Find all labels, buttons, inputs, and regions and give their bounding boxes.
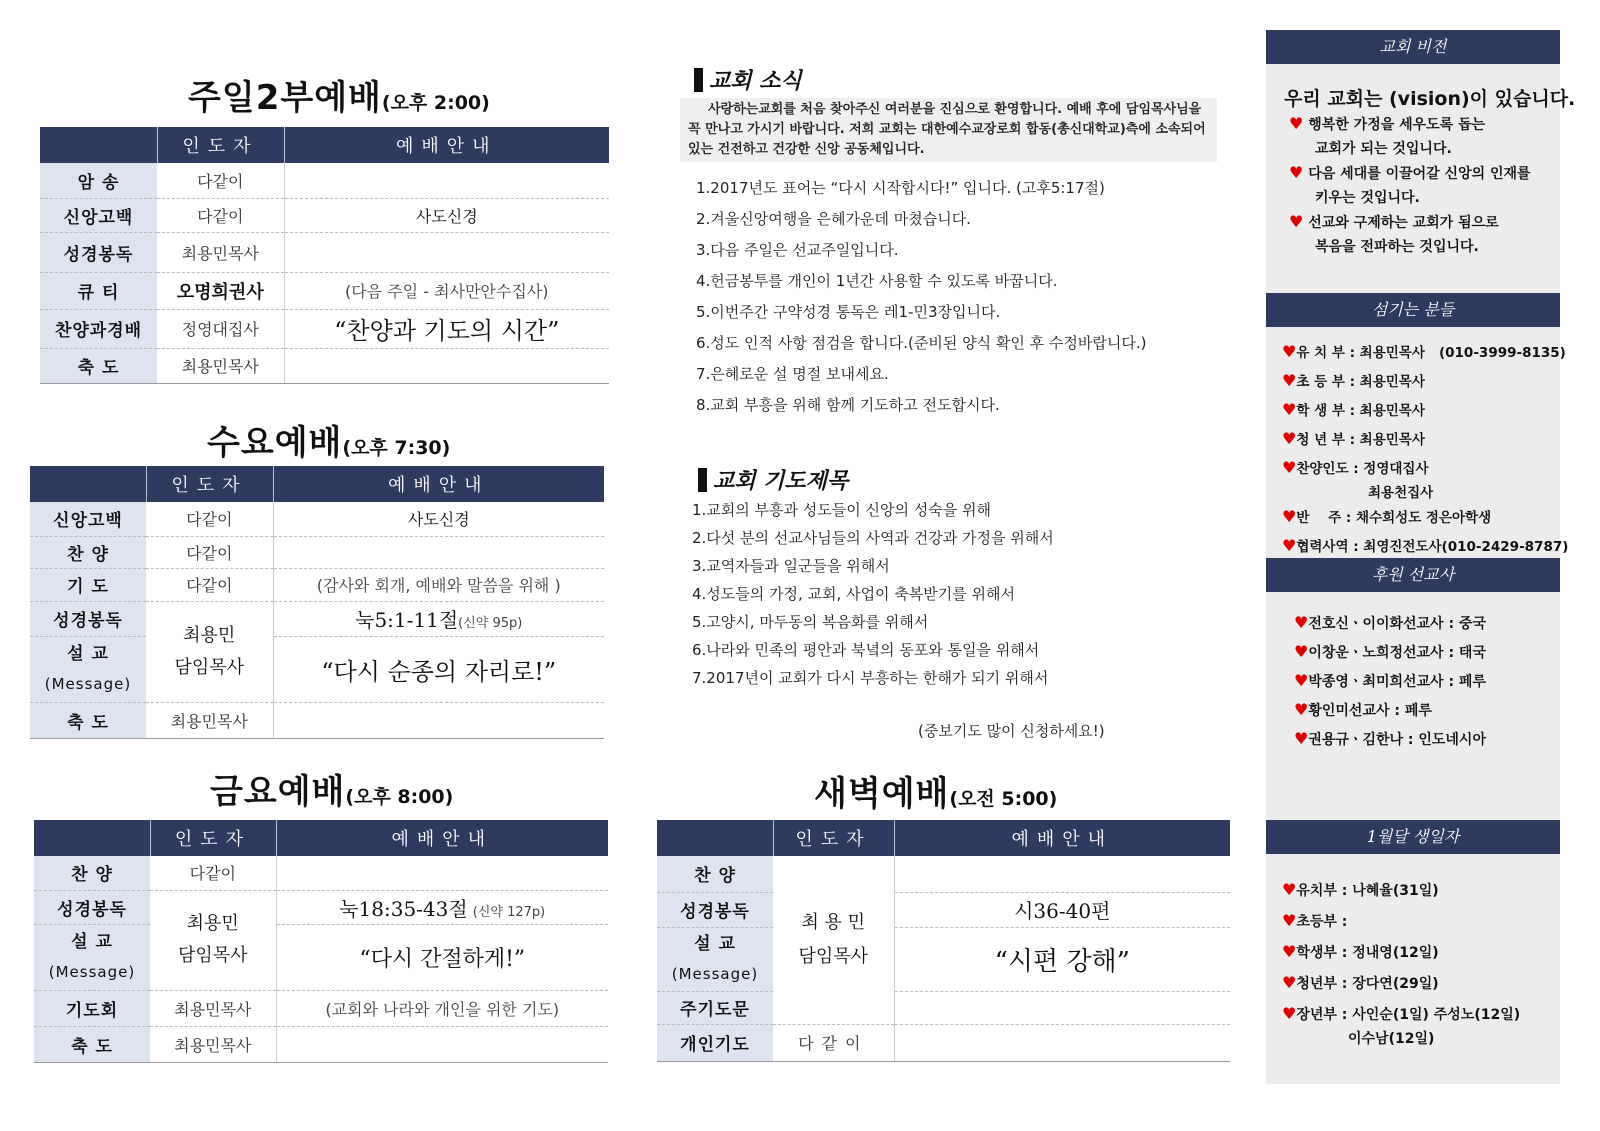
news-intro: 사랑하는교회를 처음 찾아주신 여러분을 진심으로 환영합니다. 예배 후에 담임목사님을 꼭 만나고 가시기 바랍니다. 저희 교회는 대한예수교장로회 합동(총신대학교)측에 소속되어 있는 건전하고 건강한 신앙 공동체입니다. — [680, 98, 1217, 162]
heart-icon: ♥ — [1282, 911, 1297, 930]
row-info — [894, 856, 1230, 892]
news-heading — [694, 64, 802, 95]
list-item — [1282, 1030, 1520, 1048]
list-item — [1289, 161, 1531, 187]
heart-icon: ♥ — [1282, 973, 1297, 992]
vision-line: 선교와 구제하는 교회가 됨으로 — [1308, 215, 1499, 231]
row-info: “찬양과 기도의 시간” — [284, 309, 609, 348]
row-label: 기 도 — [30, 568, 146, 601]
row-leader: 최용민목사 — [150, 990, 276, 1026]
list-item: 3.다음 주일은 선교주일입니다. — [696, 241, 899, 259]
scripture-ref: 눅18:35-43절 — [339, 896, 468, 921]
news-list — [696, 173, 1146, 421]
list-item: 8.교회 부흥을 위해 함께 기도하고 전도합시다. — [696, 396, 1000, 414]
list-item: 4.성도들의 가정, 교회, 사업이 축복받기를 위해서 — [692, 585, 1015, 603]
row-leader: 다같이 — [150, 856, 276, 890]
dawn-title — [814, 766, 1057, 815]
heart-icon: ♥ — [1294, 671, 1309, 690]
row-label: 축 도 — [40, 348, 157, 383]
table-row — [657, 892, 1230, 927]
servant-line: 초 등 부 : 최용민목사 — [1296, 374, 1425, 390]
friday-title-text: 금요예배 — [210, 772, 346, 812]
table-row — [30, 568, 604, 601]
row-info: (교회와 나라와 개인을 위한 기도) — [276, 990, 608, 1026]
heart-icon: ♥ — [1282, 1004, 1297, 1023]
servant-line: 유 치 부 : 최용민목사 (010-3999-8135) — [1296, 345, 1566, 361]
header-cell — [657, 820, 773, 856]
leader-name: 최용민 — [186, 913, 239, 934]
list-item — [1282, 425, 1568, 454]
row-info: 사도신경 — [273, 502, 604, 536]
scripture-page: (신약 95p) — [458, 616, 523, 631]
heart-icon: ♥ — [1289, 212, 1304, 231]
row-leader: 오명희권사 — [157, 272, 284, 309]
row-label: 기도회 — [34, 990, 150, 1026]
leader-title: 담임목사 — [174, 656, 245, 678]
list-item — [1282, 396, 1568, 425]
list-item — [1289, 210, 1531, 236]
scripture-page: (신약 127p) — [472, 904, 546, 920]
missionaries-heading: 후원 선교사 — [1266, 558, 1560, 592]
list-item — [1282, 906, 1520, 937]
leader-title: 담임목사 — [798, 945, 869, 967]
leader-title: 담임목사 — [177, 945, 248, 966]
header-cell: 예배안내 — [894, 820, 1230, 856]
list-item: 5.이번주간 구약성경 통독은 레1-민3장입니다. — [696, 303, 1001, 321]
row-leader: 다같이 — [773, 1024, 894, 1061]
list-item — [1282, 999, 1520, 1030]
heart-icon: ♥ — [1294, 729, 1309, 748]
servant-line: 반 주 : 채수희성도 정은아학생 — [1296, 510, 1492, 526]
missionary-line: 이창운ㆍ노희정선교사 : 태국 — [1308, 645, 1486, 661]
heart-icon: ♥ — [1282, 458, 1297, 477]
birthday-line: 초등부 : — [1296, 914, 1348, 930]
row-info — [273, 536, 604, 568]
table-row — [40, 198, 609, 232]
table-row — [34, 856, 608, 890]
vision-line: 다음 세대를 이끌어갈 신앙의 인재를 — [1308, 166, 1531, 182]
missionary-line: 황인미선교사 : 페루 — [1308, 703, 1432, 719]
heart-icon: ♥ — [1282, 371, 1297, 390]
row-label: 찬양과경배 — [40, 309, 157, 348]
list-item — [1282, 454, 1568, 483]
birthday-line: 장년부 : 사인순(1일) 주성노(12일) — [1296, 1007, 1521, 1023]
birthday-line: 이수남(12일) — [1348, 1031, 1435, 1047]
heart-icon: ♥ — [1282, 942, 1297, 961]
row-leader — [773, 856, 894, 1024]
list-item: 1.교회의 부흥과 성도들이 신앙의 성숙을 위해 — [692, 501, 991, 519]
table-header — [30, 466, 604, 502]
row-label: 축 도 — [30, 702, 146, 738]
row-label: 축 도 — [34, 1026, 150, 1062]
list-item — [1294, 609, 1486, 638]
header-cell: 인도자 — [157, 127, 284, 163]
prayer-heading-text: 교회 기도제목 — [713, 468, 849, 494]
heart-icon: ♥ — [1282, 400, 1297, 419]
vision-intro: 우리 교회는 (vision)이 있습니다. — [1284, 88, 1576, 110]
heart-icon: ♥ — [1282, 342, 1297, 361]
sermon-title: “다시 간절하게!” — [276, 924, 608, 990]
label-main: 설 교 — [694, 934, 736, 954]
row-info — [273, 702, 604, 738]
table-row — [40, 232, 609, 272]
list-item — [1282, 875, 1520, 906]
list-item: 6.나라와 민족의 평안과 북녘의 동포와 통일을 위해서 — [692, 641, 1040, 659]
label-sub: (Message) — [44, 675, 132, 693]
friday-title — [210, 764, 453, 813]
row-info — [276, 1026, 608, 1062]
sunday2-title — [188, 70, 490, 119]
vision-line: 복음을 전파하는 것입니다. — [1315, 238, 1479, 255]
row-leader: 다같이 — [146, 536, 273, 568]
dawn-table — [657, 820, 1230, 1062]
table-row — [657, 991, 1230, 1024]
table-row — [40, 309, 609, 348]
row-label: 성경봉독 — [34, 890, 150, 924]
label-sub: (Message) — [671, 965, 759, 983]
row-info: (다음 주일 - 최사만안수집사) — [284, 272, 609, 309]
dawn-time: (오전 5:00) — [949, 788, 1058, 810]
header-cell — [40, 127, 157, 163]
header-cell: 예배안내 — [284, 127, 609, 163]
scripture-ref: 눅5:1-11절 — [355, 608, 459, 632]
row-label — [657, 927, 773, 991]
table-row — [30, 502, 604, 536]
header-cell: 예배안내 — [273, 466, 604, 502]
table-row — [657, 1024, 1230, 1061]
wednesday-title-text: 수요예배 — [207, 423, 343, 463]
list-item: 7.은혜로운 설 명절 보내세요. — [696, 365, 889, 383]
table-row — [30, 536, 604, 568]
row-info — [276, 856, 608, 890]
row-label: 성경봉독 — [30, 601, 146, 636]
row-leader: 최용민목사 — [157, 232, 284, 272]
table-row — [30, 636, 604, 702]
table-row — [40, 163, 609, 198]
birthday-line: 청년부 : 장다연(29일) — [1296, 976, 1439, 992]
row-label: 암 송 — [40, 163, 157, 198]
prayer-heading — [698, 464, 848, 495]
list-item — [1294, 725, 1486, 754]
leader-name: 최용민 — [183, 624, 236, 646]
heart-icon: ♥ — [1282, 536, 1297, 555]
vision-heading: 교회 비전 — [1266, 30, 1560, 64]
heart-icon: ♥ — [1294, 613, 1309, 632]
heart-icon: ♥ — [1289, 114, 1304, 133]
wednesday-title — [207, 415, 450, 464]
label-main: 설 교 — [71, 932, 113, 952]
missionaries-list — [1294, 609, 1486, 754]
list-item — [1289, 187, 1531, 211]
header-cell: 인도자 — [150, 820, 276, 856]
vision-line: 행복한 가정을 세우도록 돕는 — [1308, 117, 1486, 133]
header-cell — [30, 466, 146, 502]
friday-time: (오후 8:00) — [345, 786, 454, 808]
row-label — [30, 636, 146, 702]
sunday2-table — [40, 127, 609, 384]
list-item — [1289, 138, 1531, 162]
servant-line: 청 년 부 : 최용민목사 — [1296, 432, 1425, 448]
list-item — [1282, 338, 1568, 367]
wednesday-time: (오후 7:30) — [342, 437, 451, 459]
table-row — [40, 272, 609, 309]
table-row — [657, 856, 1230, 892]
birthdays-heading: 1월달 생일자 — [1266, 820, 1560, 854]
list-item — [1289, 236, 1531, 260]
vision-list — [1289, 112, 1531, 259]
table-row — [40, 348, 609, 383]
row-label: 찬 양 — [657, 856, 773, 892]
row-label — [34, 924, 150, 990]
list-item: 3.교역자들과 일군들을 위해서 — [692, 557, 890, 575]
row-info — [894, 991, 1230, 1024]
section-marker-icon — [694, 68, 703, 92]
header-cell — [34, 820, 150, 856]
leader-name: 최 용 민 — [801, 911, 866, 933]
servants-list — [1282, 338, 1568, 561]
row-label: 신앙고백 — [40, 198, 157, 232]
sermon-title: “시편 강해” — [894, 927, 1230, 991]
table-row — [30, 702, 604, 738]
row-info — [284, 348, 609, 383]
row-label: 찬 양 — [34, 856, 150, 890]
row-label: 개인기도 — [657, 1024, 773, 1061]
dawn-title-text: 새벽예배 — [814, 774, 950, 814]
list-item — [1282, 532, 1568, 561]
sunday2-title-text: 주일2부예배 — [188, 78, 382, 118]
list-item: 5.고양시, 마두동의 복음화를 위해서 — [692, 613, 929, 631]
table-row — [34, 990, 608, 1026]
row-leader — [150, 890, 276, 990]
birthdays-list — [1282, 875, 1520, 1048]
list-item — [1282, 367, 1568, 396]
row-leader — [146, 601, 273, 702]
wednesday-table — [30, 466, 604, 739]
heart-icon: ♥ — [1282, 507, 1297, 526]
sunday2-time: (오후 2:00) — [381, 92, 490, 114]
row-info: 사도신경 — [284, 198, 609, 232]
section-marker-icon — [698, 468, 707, 492]
heart-icon: ♥ — [1282, 429, 1297, 448]
label-sub: (Message) — [48, 963, 136, 981]
list-item: 2.다섯 분의 선교사님들의 사역과 건강과 가정을 위해서 — [692, 529, 1054, 547]
row-info: (감사와 회개, 예배와 말씀을 위해 ) — [273, 568, 604, 601]
table-row — [30, 601, 604, 636]
row-info — [276, 890, 608, 924]
sermon-title: “다시 순종의 자리로!” — [273, 636, 604, 702]
friday-table — [34, 820, 608, 1063]
table-row — [34, 1026, 608, 1062]
list-item — [1294, 638, 1486, 667]
row-info — [284, 232, 609, 272]
table-row — [34, 890, 608, 924]
row-label: 큐 티 — [40, 272, 157, 309]
row-leader: 다같이 — [157, 198, 284, 232]
list-item — [1282, 483, 1568, 503]
row-leader: 다같이 — [157, 163, 284, 198]
row-leader: 최용민목사 — [150, 1026, 276, 1062]
heart-icon: ♥ — [1294, 700, 1309, 719]
missionary-line: 박종영ㆍ최미희선교사 : 페루 — [1308, 674, 1486, 690]
header-cell: 인도자 — [146, 466, 273, 502]
prayer-note: (중보기도 많이 신청하세요!) — [918, 722, 1105, 740]
missionary-line: 전호신ㆍ이이화선교사 : 중국 — [1308, 616, 1486, 632]
list-item: 1.2017년도 표어는 “다시 시작합시다!” 입니다. (고후5:17절) — [696, 179, 1105, 197]
row-leader: 최용민목사 — [146, 702, 273, 738]
row-label: 찬 양 — [30, 536, 146, 568]
heart-icon: ♥ — [1294, 642, 1309, 661]
row-leader: 최용민목사 — [157, 348, 284, 383]
row-label: 주기도문 — [657, 991, 773, 1024]
table-row — [34, 924, 608, 990]
heart-icon: ♥ — [1289, 163, 1304, 182]
label-main: 설 교 — [67, 644, 109, 664]
list-item — [1294, 667, 1486, 696]
servant-line: 협력사역 : 최영진전도사(010-2429-8787) — [1296, 539, 1569, 555]
list-item: 7.2017년이 교회가 다시 부흥하는 한해가 되기 위해서 — [692, 669, 1049, 687]
row-label: 신앙고백 — [30, 502, 146, 536]
row-info — [894, 1024, 1230, 1061]
vision-line: 교회가 되는 것입니다. — [1315, 140, 1452, 157]
list-item: 6.성도 인적 사항 점검을 합니다.(준비된 양식 확인 후 수정바랍니다.) — [696, 334, 1147, 352]
row-info — [284, 163, 609, 198]
header-cell: 인도자 — [773, 820, 894, 856]
header-cell: 예배안내 — [276, 820, 608, 856]
row-leader: 정영대집사 — [157, 309, 284, 348]
row-label: 성경봉독 — [657, 892, 773, 927]
list-item — [1282, 937, 1520, 968]
birthday-line: 학생부 : 정내영(12일) — [1296, 945, 1439, 961]
list-item — [1282, 503, 1568, 532]
list-item: 2.겨울신앙여행을 은혜가운데 마쳤습니다. — [696, 210, 971, 228]
birthday-line: 유치부 : 나혜율(31일) — [1296, 883, 1439, 899]
list-item — [1294, 696, 1486, 725]
table-header — [657, 820, 1230, 856]
row-info: 시36-40편 — [894, 892, 1230, 927]
table-header — [40, 127, 609, 163]
servant-line: 최용천집사 — [1368, 485, 1434, 501]
table-header — [34, 820, 608, 856]
missionary-line: 권용규ㆍ김한나 : 인도네시아 — [1308, 732, 1486, 748]
vision-line: 키우는 것입니다. — [1315, 189, 1420, 206]
list-item — [1289, 112, 1531, 138]
row-leader: 다같이 — [146, 502, 273, 536]
table-row — [657, 927, 1230, 991]
news-heading-text: 교회 소식 — [709, 68, 802, 94]
servant-line: 찬양인도 : 정영대집사 — [1296, 461, 1429, 477]
row-leader: 다같이 — [146, 568, 273, 601]
row-label: 성경봉독 — [40, 232, 157, 272]
list-item — [1282, 968, 1520, 999]
row-info — [273, 601, 604, 636]
servants-heading: 섬기는 분들 — [1266, 293, 1560, 327]
servant-line: 학 생 부 : 최용민목사 — [1296, 403, 1425, 419]
list-item: 4.헌금봉투를 개인이 1년간 사용할 수 있도록 바꿉니다. — [696, 272, 1058, 290]
heart-icon: ♥ — [1282, 880, 1297, 899]
prayer-list — [692, 496, 1054, 692]
